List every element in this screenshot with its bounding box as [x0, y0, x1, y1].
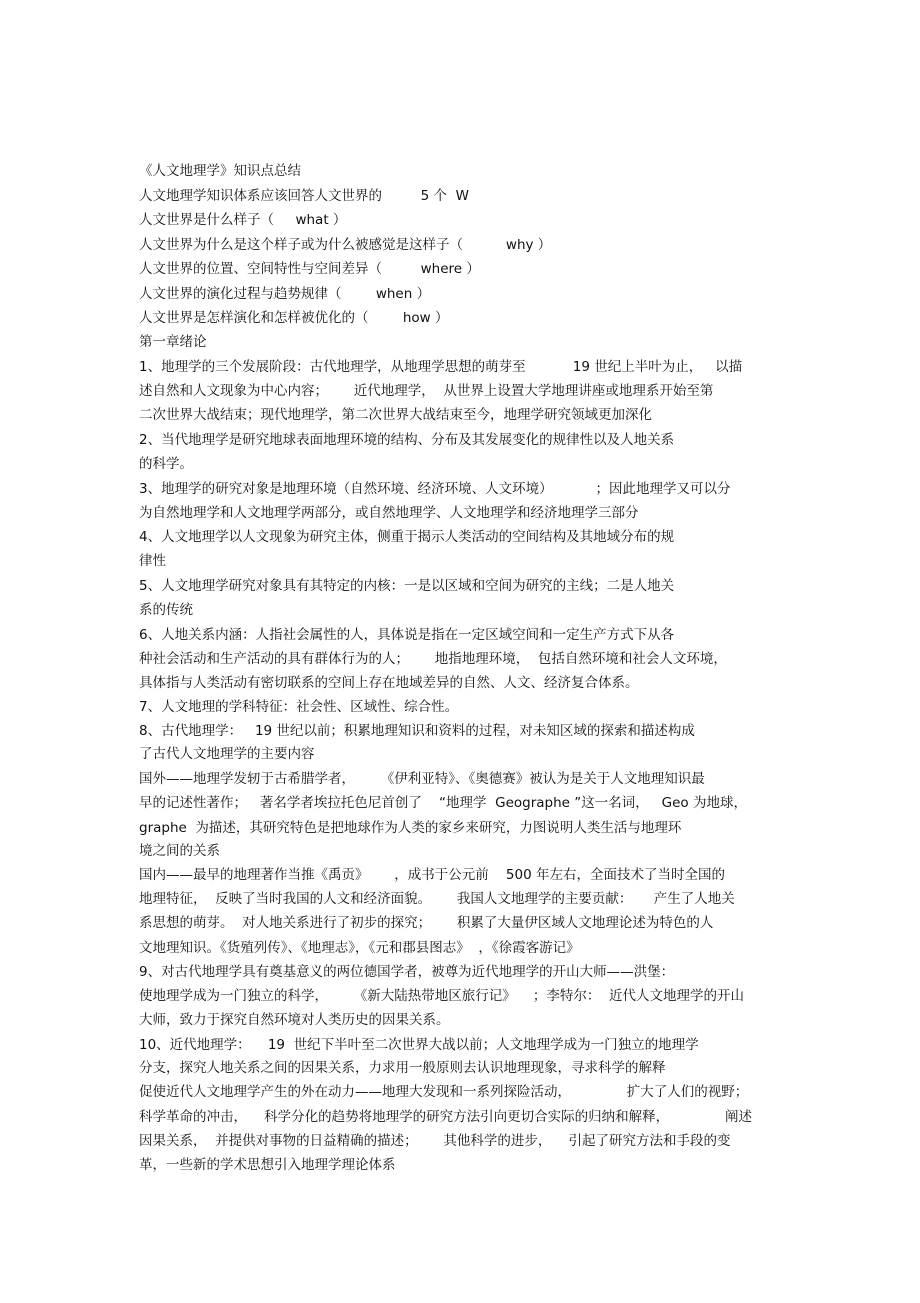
body-line: 国外——地理学发轫于古希腊学者， 《伊利亚特》、《奥德赛》被认为是关于人文地理知识最 [139, 771, 705, 787]
body-line: 4、人文地理学以人文现象为研究主体，侧重于揭示人类活动的空间结构及其地域分布的规 [139, 529, 675, 545]
intro-line: 人文世界的演化过程与趋势规律（ when ） [139, 286, 431, 302]
body-line: 境之间的关系 [139, 843, 220, 859]
body-line: 系思想的萌芽。 对人地关系进行了初步的探究； 积累了大量伊区域人文地理论述为特色的人 [139, 915, 714, 931]
body-line: 因果关系， 并提供对事物的日益精确的描述； 其他科学的进步， 引起了研究方法和手段的变 [139, 1133, 731, 1149]
body-line: 8、古代地理学： 19 世纪以前；积累地理知识和资料的过程，对未知区域的探索和描述构成 [139, 723, 695, 739]
body-line: 为自然地理学和人文地理学两部分，或自然地理学、人文地理学和经济地理学三部分 [139, 505, 639, 521]
body-line: 文地理知识。《货殖列传》、《地理志》，《元和郡县图志》 ，《徐霞客游记》 [139, 940, 580, 956]
body-line: 促使近代人文地理学产生的外在动力——地理大发现和一系列探险活动， 扩大了人们的视野； [139, 1084, 749, 1100]
body-line: 10、近代地理学： 19 世纪下半叶至二次世界大战以前；人文地理学成为一门独立的地理学 [139, 1037, 699, 1053]
body-line: 使地理学成为一门独立的科学， 《新大陆热带地区旅行记》 ；李特尔： 近代人文地理学的开山 [139, 988, 744, 1004]
body-line: 革，一些新的学术思想引入地理学理论体系 [139, 1157, 396, 1173]
body-line: 二次世界大战结束；现代地理学，第二次世界大战结束至今，地理学研究领域更加深化 [139, 407, 652, 423]
body-line: 1、地理学的三个发展阶段：古代地理学，从地理学思想的萌芽至 19 世纪上半叶为止， 以描 [139, 359, 743, 375]
intro-line: 人文地理学知识体系应该回答人文世界的 5 个 W [139, 188, 469, 204]
body-line: 述自然和人文现象为中心内容； 近代地理学， 从世界上设置大学地理讲座或地理系开始至第 [139, 383, 714, 399]
body-line: 5、人文地理学研究对象具有其特定的内核：一是以区域和空间为研究的主线；二是人地关 [139, 578, 675, 594]
body-line: 系的传统 [139, 602, 193, 618]
body-line: 的科学。 [139, 456, 193, 472]
document-title: 《人文地理学》知识点总结 [139, 163, 301, 179]
body-line: 9、对古代地理学具有奠基意义的两位德国学者，被尊为近代地理学的开山大师——洪堡： [139, 964, 675, 980]
body-line: 地理特征， 反映了当时我国的人文和经济面貌。 我国人文地理学的主要贡献： 产生了人地关 [139, 891, 735, 907]
intro-line: 人文世界是怎样演化和怎样被优化的（ how ） [139, 310, 449, 326]
intro-line: 人文世界是什么样子（ what ） [139, 212, 347, 228]
body-line: 种社会活动和生产活动的具有群体行为的人； 地指地理环境， 包括自然环境和社会人文环境， [139, 651, 727, 667]
body-line: 律性 [139, 553, 166, 569]
body-line: 7、人文地理的学科特征：社会性、区域性、综合性。 [139, 699, 459, 715]
body-line: 了古代人文地理学的主要内容 [139, 746, 315, 762]
body-line: 6、人地关系内涵：人指社会属性的人，具体说是指在一定区域空间和一定生产方式下从各 [139, 627, 675, 643]
body-line: 具体指与人类活动有密切联系的空间上存在地域差异的自然、人文、经济复合体系。 [139, 675, 639, 691]
body-line: 3、地理学的研究对象是地理环境（自然环境、经济环境、人文环境） ；因此地理学又可以分 [139, 481, 731, 497]
body-line: 科学革命的冲击， 科学分化的趋势将地理学的研究方法引向更切合实际的归纳和解释， 阐述 [139, 1109, 752, 1125]
body-line: 分支，探究人地关系之间的因果关系，力求用一般原则去认识地理现象，寻求科学的解释 [139, 1060, 666, 1076]
body-line: graphe 为描述，其研究特色是把地球作为人类的家乡来研究，力图说明人类生活与地理环 [139, 820, 682, 836]
intro-line: 人文世界的位置、空间特性与空间差异（ where ） [139, 261, 480, 277]
body-line: 早的记述性著作； 著名学者埃拉托色尼首创了 “地理学 Geographe ”这一名词， Geo 为地球， [139, 795, 747, 811]
body-line: 大师，致力于探究自然环境对人类历史的因果关系。 [139, 1012, 450, 1028]
intro-line: 人文世界为什么是这个样子或为什么被感觉是这样子（ why ） [139, 237, 552, 253]
chapter-title: 第一章绪论 [139, 334, 207, 350]
body-line: 国内——最早的地理著作当推《禹贡》 ，成书于公元前 500 年左右，全面技术了当时全国的 [139, 867, 725, 883]
body-line: 2、当代地理学是研究地球表面地理环境的结构、分布及其发展变化的规律性以及人地关系 [139, 432, 675, 448]
